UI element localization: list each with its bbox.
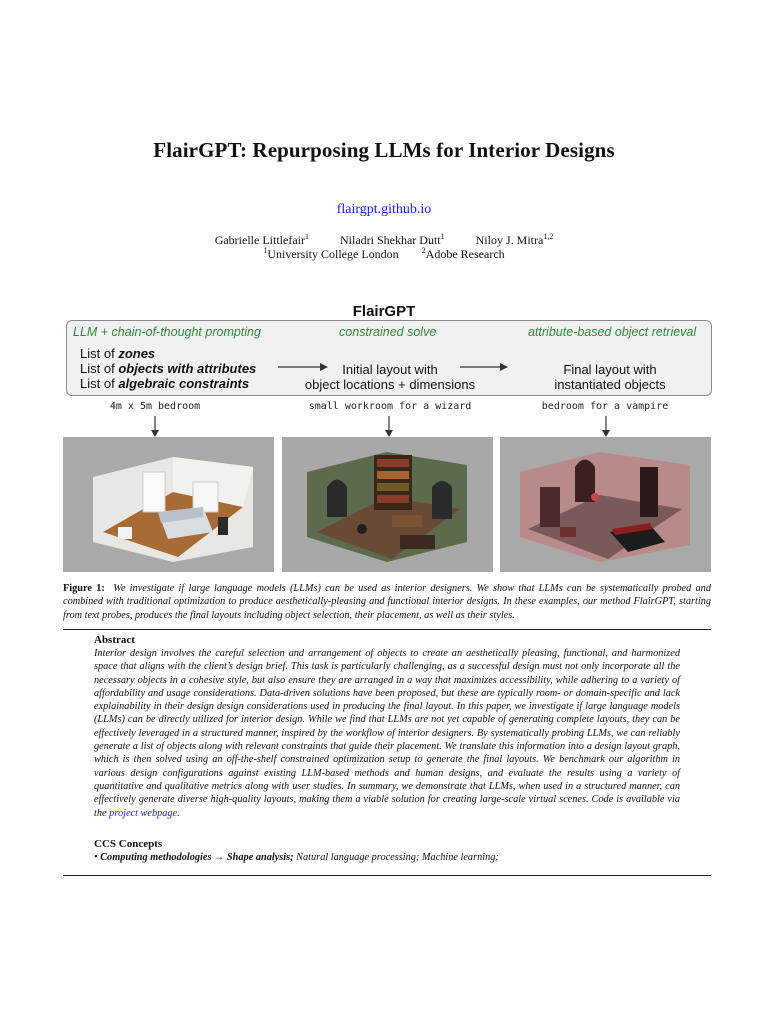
initial-layout-text: Initial layout with object locations + dimensions	[304, 362, 476, 392]
ccs-concepts: • Computing methodologies → Shape analysis; Natural language processing; Machine learning;	[94, 852, 499, 863]
bedroom-render-image	[63, 437, 274, 572]
paper-title: FlairGPT: Repurposing LLMs for Interior Designs	[153, 138, 615, 162]
caption-text: We investigate if large language models (LLMs) can be used as interior designers. We show that LLMs can be systematically probed and combined with traditional optimization to produce aesthetically-pleasing and functional interior designs. In these examples, our method FlairGPT, starting from text probes, produces the final layouts including object selection, their placement, as well as their styles.	[63, 583, 711, 621]
arrow-down-icon	[385, 416, 393, 437]
prompt-arrows	[0, 414, 768, 438]
project-webpage-link[interactable]: project webpage	[109, 807, 178, 819]
prompt-wizard-workroom: small workroom for a wizard	[308, 401, 472, 412]
prompt-bedroom: 4m x 5m bedroom	[109, 401, 201, 412]
abstract-body: Interior design involves the careful selection and arrangement of objects to create an aesthetically pleasing, functional, and harmonized space that aligns with the client’s design brief. This task is particularly challenging, as a successful design must not only incorporate all the necessary objects in a cohesive style, but also ensure they are arranged in a way that maximizes accessibility, while adhering to a variety of affordability and usage considerations. Data-driven solutions have been proposed, but these are typically room- or domain-specific and lack explainability in their design design considerations used in producing the final layout. In this paper, we investigate if large language models (LLMs) can be directly utilized for interior design. While we find that LLMs are not yet capable of generating complete layouts, they can be effectively leveraged in a structured manner, inspired by the workflow of interior designers. By systematically probing LLMs, we can reliably generate a list of objects along with relevant constraints that guide their placement. We translate this information into a design layout graph, which is then solved using an off-the-shelf constrained optimization setup to generate the final layouts. We benchmark our algorithm in various design configurations against existing LLM-based methods and human designs, and evaluate the results using a variety of quantitative and qualitative metrics along with user studies. In summary, we demonstrate that LLMs, when used in a structured manner, can effectively generate diverse high-quality layouts, making them a viable solution for creating large-scale virtual scenes. Code is available via the project webpage.	[94, 648, 680, 819]
affiliation-1: $^1$University College London	[263, 246, 399, 261]
list-item-zones: List of zones	[80, 346, 156, 361]
author-2: Niladri Shekhar Dutt$^1$	[339, 232, 445, 247]
stage-object-retrieval: attribute-based object retrieval	[528, 325, 697, 339]
arrow-down-icon	[151, 416, 159, 437]
abstract-heading: Abstract	[94, 634, 135, 646]
figure-caption	[63, 582, 711, 622]
arrow-down-icon	[602, 416, 610, 437]
divider-top	[63, 629, 711, 630]
list-item-constraints: List of algebraic constraints	[80, 376, 250, 391]
affiliation-2: $^2$Adobe Research	[421, 246, 505, 261]
caption-label: Figure 1:	[63, 583, 105, 594]
author-3: Niloy J. Mitra$^{1,2}$	[475, 232, 554, 247]
prompt-vampire-bedroom: bedroom for a vampire	[541, 401, 669, 412]
project-url-link[interactable]: flairgpt.github.io	[336, 202, 432, 217]
author-1: Gabrielle Littlefair$^1$	[214, 232, 309, 247]
final-layout-text: Final layout with instantiated objects	[554, 362, 666, 392]
llm-output-list	[80, 346, 256, 391]
list-item-objects: List of objects with attributes	[80, 361, 257, 376]
figure-title: FlairGPT	[352, 303, 416, 320]
wizard-workroom-render-image	[282, 437, 493, 572]
divider-bottom	[63, 875, 711, 876]
vampire-bedroom-render-image	[500, 437, 711, 572]
stage-llm-prompting: LLM + chain-of-thought prompting	[73, 325, 261, 339]
stage-constrained-solve: constrained solve	[339, 325, 437, 339]
ccs-heading: CCS Concepts	[94, 838, 163, 850]
affiliation-list	[0, 246, 768, 262]
